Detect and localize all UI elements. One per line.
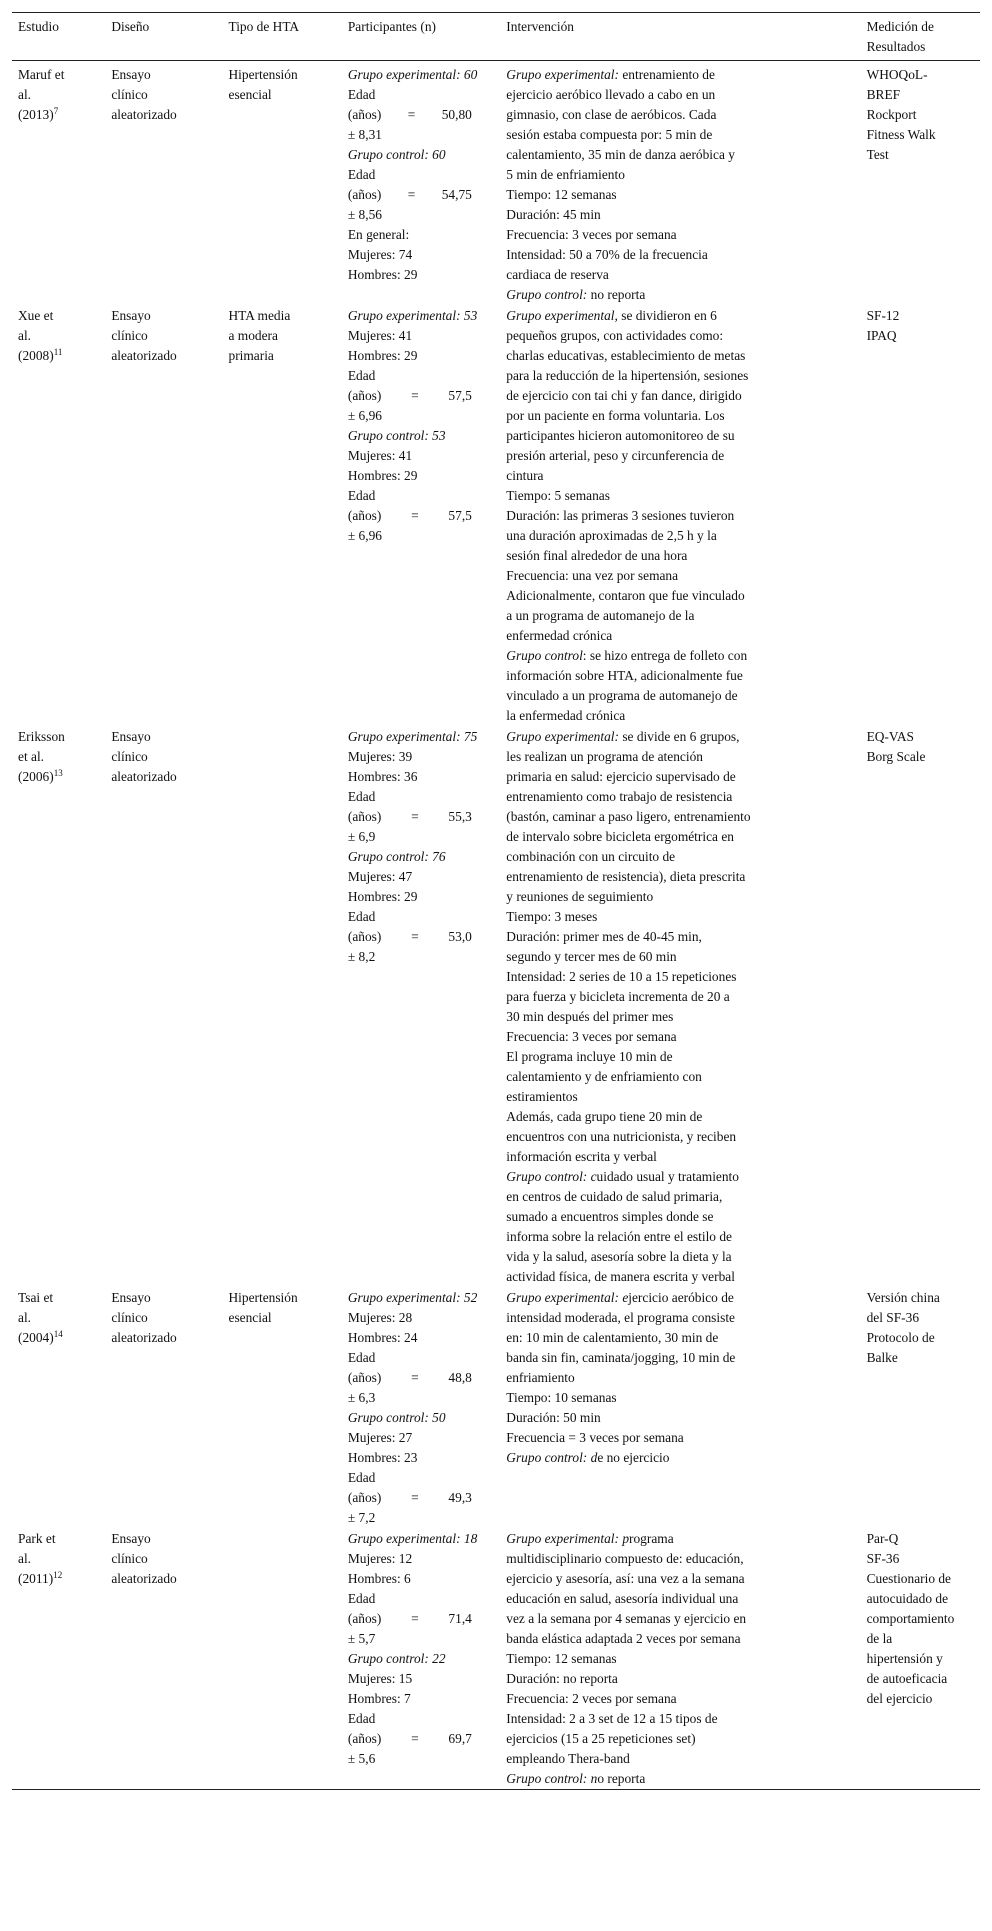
- cell-tipo: [223, 1528, 342, 1790]
- ctrl-age: (años) = 57,5: [347, 508, 472, 523]
- cell-intervencion: Grupo experimental: entrenamiento de ejercicio aeróbico llevado a cabo en un gimnasio, con clase de aeróbicos. Cada sesión estaba compuesta por: 5 min de calentamiento, 35 min de danza aeróbica y 5 min de enfriamiento Tiempo: 12 semanas Duración: 45 min Frecuencia: 3 veces por semana Intensidad: 50 a 70% de la frecuencia cardiaca de reserva Grupo control: no reporta: [506, 67, 735, 302]
- cell-medicion: WHOQoL- BREF Rockport Fitness Walk Test: [866, 67, 936, 162]
- cell-tipo: [223, 726, 342, 1287]
- cell-diseno: Ensayo clínico aleatorizado: [111, 1290, 177, 1345]
- study-year: (2011): [18, 1571, 54, 1586]
- exp-intervention-label: Grupo experimental: e: [506, 1290, 629, 1305]
- cell-participantes: Grupo experimental: 52 Mujeres: 28 Hombres: 24 Edad (años) = 48,8 ± 6,3 Grupo control: 50 Mujeres: 27 Hombres: 23 Edad (años) = 49,3 ± 7,2: [342, 1287, 500, 1528]
- exp-group-label: Grupo experimental: 75: [347, 729, 478, 744]
- table-row: [12, 1528, 980, 1790]
- header-diseno: Diseño: [111, 19, 150, 34]
- study-year: (2006): [18, 769, 54, 784]
- exp-age: (años) = 55,3: [347, 809, 472, 824]
- cell-estudio: Park et al. $(2011)^{12}$: [18, 1531, 63, 1586]
- cell-diseno: Ensayo clínico aleatorizado: [111, 67, 177, 122]
- study-year: (2004): [18, 1330, 54, 1345]
- cell-medicion: Versión china del SF-36 Protocolo de Balke: [866, 1290, 940, 1365]
- header-estudio: Estudio: [18, 19, 59, 34]
- table-row: [12, 305, 980, 726]
- ctrl-intervention-label: Grupo control:: [506, 287, 588, 302]
- cell-participantes: Grupo experimental: 60 Edad (años) = 50,80 ± 8,31 Grupo control: 60 Edad (años) = 54,75 ± 8,56 En general: Mujeres: 74 Hombres: 29: [342, 61, 500, 306]
- ctrl-intervention-label: Grupo control: [506, 648, 583, 663]
- exp-age: (años) = 50,80: [347, 107, 472, 122]
- cell-tipo: Hipertensión esencial: [228, 1290, 298, 1325]
- ctrl-intervention-label: Grupo control: c: [506, 1169, 597, 1184]
- cell-participantes: Grupo experimental: 75 Mujeres: 39 Hombres: 36 Edad (años) = 55,3 ± 6,9 Grupo control: 76 Mujeres: 47 Hombres: 29 Edad (años) = 53,0 ± 8,2: [342, 726, 500, 1287]
- ctrl-group-label: Grupo control: 76: [347, 849, 446, 864]
- header-intervencion: Intervención: [506, 19, 574, 34]
- cell-estudio: Tsai et al. $(2004)^{14}$: [18, 1290, 63, 1345]
- cell-medicion: SF-12 IPAQ: [866, 308, 900, 343]
- ctrl-group-label: Grupo control: 53: [347, 428, 446, 443]
- table-row: [12, 61, 980, 306]
- cell-estudio: Eriksson et al. $(2006)^{13}$: [18, 729, 65, 784]
- ctrl-intervention-label: Grupo control: d: [506, 1450, 598, 1465]
- exp-intervention-label: Grupo experimental:: [506, 729, 619, 744]
- cell-diseno: Ensayo clínico aleatorizado: [111, 729, 177, 784]
- ctrl-group-label: Grupo control: 22: [347, 1651, 446, 1666]
- ctrl-age: (años) = 69,7: [347, 1731, 472, 1746]
- exp-age: (años) = 48,8: [347, 1370, 472, 1385]
- reference-number: 13: [53, 768, 63, 778]
- cell-estudio: Xue et al. $(2008)^{11}$: [18, 308, 63, 363]
- ctrl-intervention-label: Grupo control: n: [506, 1771, 598, 1786]
- exp-age: (años) = 71,4: [347, 1611, 472, 1626]
- ctrl-group-label: Grupo control: 50: [347, 1410, 446, 1425]
- cell-estudio: Maruf et al. $(2013)^7$: [18, 67, 65, 122]
- header-tipo: Tipo de HTA: [228, 19, 300, 34]
- table-row: [12, 726, 980, 1287]
- reference-number: 12: [53, 1570, 63, 1580]
- cell-intervencion: Grupo experimental, se dividieron en 6 pequeños grupos, con actividades como: charlas educativas, establecimiento de metas para la reducción de la hipertensión, sesiones de ejercicio con tai chi y fan dance, dirigido por un paciente en forma voluntaria. Los participantes hicieron automonitoreo de su presión arterial, peso y circunferencia de cintura Tiempo: 5 semanas Duración: las primeras 3 sesiones tuvieron una duración aproximadas de 2,5 h y la sesión final alrededor de una hora Frecuencia: una vez por semana Adicionalmente, contaron que fue vinculado a un programa de automanejo de la enfermedad crónica Grupo control: se hizo entrega de folleto con información sobre HTA, adicionalmente fue vinculado a un programa de automanejo de la enfermedad crónica: [506, 308, 749, 723]
- exp-group-label: Grupo experimental: 18: [347, 1531, 478, 1546]
- cell-medicion: Par-Q SF-36 Cuestionario de autocuidado de comportamiento de la hipertensión y de autoeficacia del ejercicio: [866, 1531, 955, 1706]
- table-row: [12, 1287, 980, 1528]
- ctrl-age: (años) = 49,3: [347, 1490, 472, 1505]
- table-header-row: [12, 13, 980, 61]
- study-year: (2008): [18, 348, 54, 363]
- cell-intervencion: Grupo experimental: se divide en 6 grupos, les realizan un programa de atención primaria en salud: ejercicio supervisado de entrenamiento como trabajo de resistencia (bastón, caminar a paso ligero, entrenamiento de intervalo sobre bicicleta ergométrica en combinación con un circuito de entrenamiento de resistencia), dieta prescrita y reuniones de seguimiento Tiempo: 3 meses Duración: primer mes de 40-45 min, segundo y tercer mes de 60 min Intensidad: 2 series de 10 a 15 repeticiones para fuerza y bicicleta incrementa de 20 a 30 min después del primer mes Frecuencia: 3 veces por semana El programa incluye 10 min de calentamiento y de enfriamiento con estiramientos Además, cada grupo tiene 20 min de encuentros con una nutricionista, y reciben información escrita y verbal Grupo control: cuidado usual y tratamiento en centros de cuidado de salud primaria, sumado a encuentros simples donde se informa sobre la relación entre el estilo de vida y la salud, asesoría sobre la dieta y la actividad física, de manera escrita y verbal: [506, 729, 751, 1284]
- header-participantes: Participantes (n): [347, 19, 436, 34]
- exp-group-label: Grupo experimental: 60: [347, 67, 478, 82]
- ctrl-age: (años) = 53,0: [347, 929, 472, 944]
- ctrl-age: (años) = 54,75: [347, 187, 472, 202]
- exp-group-label: Grupo experimental: 52: [347, 1290, 478, 1305]
- cell-participantes: Grupo experimental: 18 Mujeres: 12 Hombres: 6 Edad (años) = 71,4 ± 5,7 Grupo control: 22 Mujeres: 15 Hombres: 7 Edad (años) = 69,7 ± 5,6: [342, 1528, 500, 1790]
- exp-group-label: Grupo experimental: 53: [347, 308, 478, 323]
- studies-table: [12, 12, 980, 1790]
- cell-participantes: Grupo experimental: 53 Mujeres: 41 Hombres: 29 Edad (años) = 57,5 ± 6,96 Grupo control: 53 Mujeres: 41 Hombres: 29 Edad (años) = 57,5 ± 6,96: [342, 305, 500, 726]
- exp-intervention-label: Grupo experimental: p: [506, 1531, 630, 1546]
- reference-number: 11: [53, 347, 63, 357]
- cell-intervencion: Grupo experimental: ejercicio aeróbico de intensidad moderada, el programa consiste en: 10 min de calentamiento, 30 min de banda sin fin, caminata/jogging, 10 min de enfriamiento Tiempo: 10 semanas Duración: 50 min Frecuencia = 3 veces por semana Grupo control: de no ejercicio: [506, 1290, 736, 1465]
- study-year: (2013): [18, 107, 54, 122]
- cell-medicion: EQ-VAS Borg Scale: [866, 729, 926, 764]
- reference-number: 7: [53, 106, 59, 116]
- cell-intervencion: Grupo experimental: programa multidisciplinario compuesto de: educación, ejercicio y asesoría, así: una vez a la semana educación en salud, asesoría individual una vez a la semana por 4 semanas y ejercicio en banda elástica adaptada 2 veces por semana Tiempo: 12 semanas Duración: no reporta Frecuencia: 2 veces por semana Intensidad: 2 a 3 set de 12 a 15 tipos de ejercicios (15 a 25 repeticiones set) empleando Thera-band Grupo control: no reporta: [506, 1531, 747, 1786]
- studies-table-container: [12, 12, 980, 1790]
- reference-number: 14: [53, 1329, 63, 1339]
- cell-diseno: Ensayo clínico aleatorizado: [111, 1531, 177, 1586]
- exp-intervention-label: Grupo experimental,: [506, 308, 618, 323]
- cell-tipo: HTA media a modera primaria: [228, 308, 291, 363]
- exp-intervention-label: Grupo experimental:: [506, 67, 619, 82]
- ctrl-group-label: Grupo control: 60: [347, 147, 446, 162]
- cell-tipo: Hipertensión esencial: [228, 67, 298, 102]
- cell-diseno: Ensayo clínico aleatorizado: [111, 308, 177, 363]
- exp-age: (años) = 57,5: [347, 388, 472, 403]
- header-medicion: Medición de Resultados: [866, 19, 934, 54]
